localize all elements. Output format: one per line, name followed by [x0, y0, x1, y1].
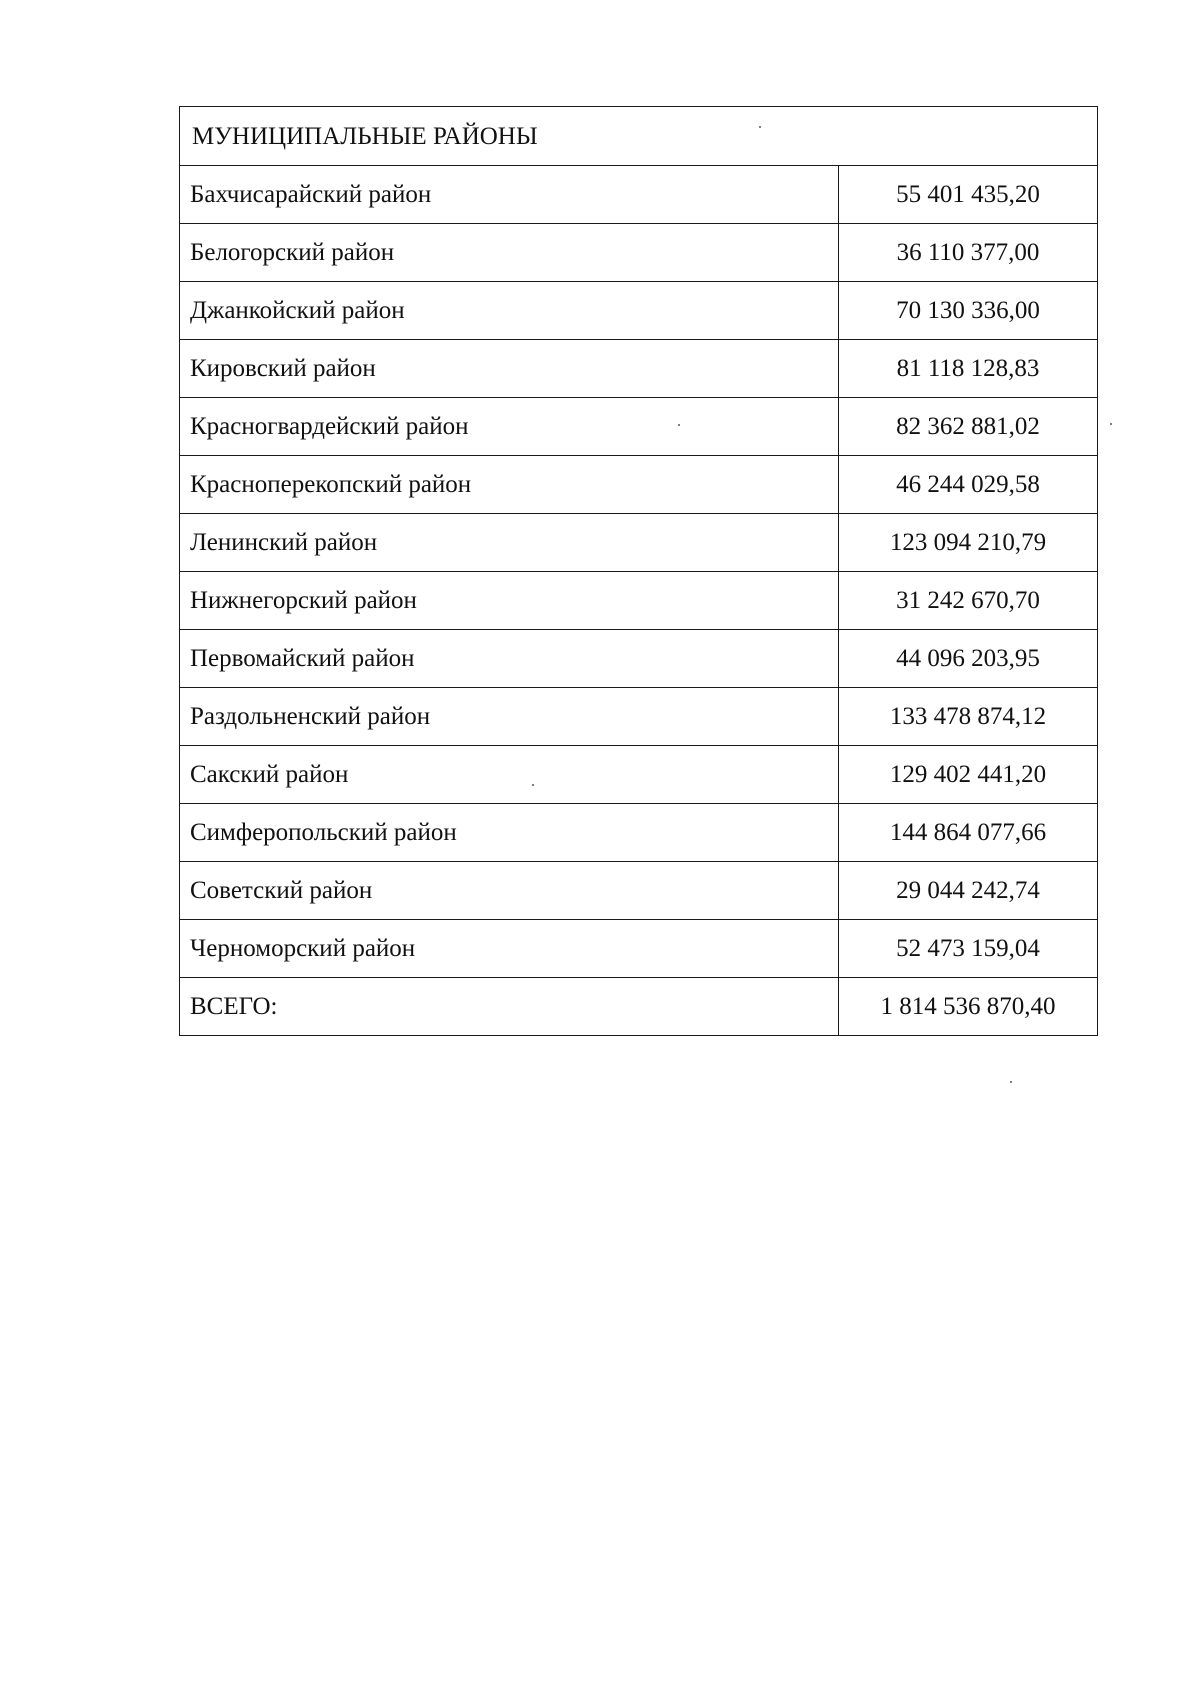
table-row: [180, 514, 1098, 572]
district-amount: 129 402 441,20: [839, 746, 1098, 804]
table-row: [180, 572, 1098, 630]
table-row: [180, 630, 1098, 688]
district-amount: 82 362 881,02: [839, 398, 1098, 456]
districts-table: [179, 106, 1098, 1036]
district-amount: 44 096 203,95: [839, 630, 1098, 688]
table-header-row: [180, 107, 1098, 166]
scan-speck: [532, 784, 534, 786]
district-amount: 123 094 210,79: [839, 514, 1098, 572]
table-row: [180, 340, 1098, 398]
district-name: Красногвардейский район: [180, 398, 839, 456]
table-row: [180, 688, 1098, 746]
district-name: Кировский район: [180, 340, 839, 398]
district-name: Советский район: [180, 862, 839, 920]
scan-speck: [678, 424, 680, 426]
table-row: [180, 862, 1098, 920]
district-name: Нижнегорский район: [180, 572, 839, 630]
total-amount: 1 814 536 870,40: [839, 978, 1098, 1036]
table-row: [180, 804, 1098, 862]
district-amount: 70 130 336,00: [839, 282, 1098, 340]
total-label: ВСЕГО:: [180, 978, 839, 1036]
district-name: Раздольненский район: [180, 688, 839, 746]
district-amount: 46 244 029,58: [839, 456, 1098, 514]
table-row: [180, 920, 1098, 978]
district-amount: 55 401 435,20: [839, 166, 1098, 224]
table-row: [180, 398, 1098, 456]
district-amount: 144 864 077,66: [839, 804, 1098, 862]
district-name: Джанкойский район: [180, 282, 839, 340]
scan-speck: [1110, 423, 1112, 425]
district-name: Первомайский район: [180, 630, 839, 688]
scan-speck: [1010, 1081, 1012, 1083]
table-row: [180, 224, 1098, 282]
total-row: [180, 978, 1098, 1036]
district-name: Ленинский район: [180, 514, 839, 572]
table-row: [180, 166, 1098, 224]
table-row: [180, 456, 1098, 514]
table-row: [180, 746, 1098, 804]
district-name: Сакский район: [180, 746, 839, 804]
district-amount: 133 478 874,12: [839, 688, 1098, 746]
district-name: Черноморский район: [180, 920, 839, 978]
district-name: Бахчисарайский район: [180, 166, 839, 224]
district-name: Симферопольский район: [180, 804, 839, 862]
district-amount: 31 242 670,70: [839, 572, 1098, 630]
district-name: Красноперекопский район: [180, 456, 839, 514]
district-amount: 36 110 377,00: [839, 224, 1098, 282]
table-row: [180, 282, 1098, 340]
district-amount: 29 044 242,74: [839, 862, 1098, 920]
district-name: Белогорский район: [180, 224, 839, 282]
table-header: МУНИЦИПАЛЬНЫЕ РАЙОНЫ: [180, 107, 1098, 166]
district-amount: 52 473 159,04: [839, 920, 1098, 978]
scan-speck: [759, 126, 761, 128]
district-amount: 81 118 128,83: [839, 340, 1098, 398]
